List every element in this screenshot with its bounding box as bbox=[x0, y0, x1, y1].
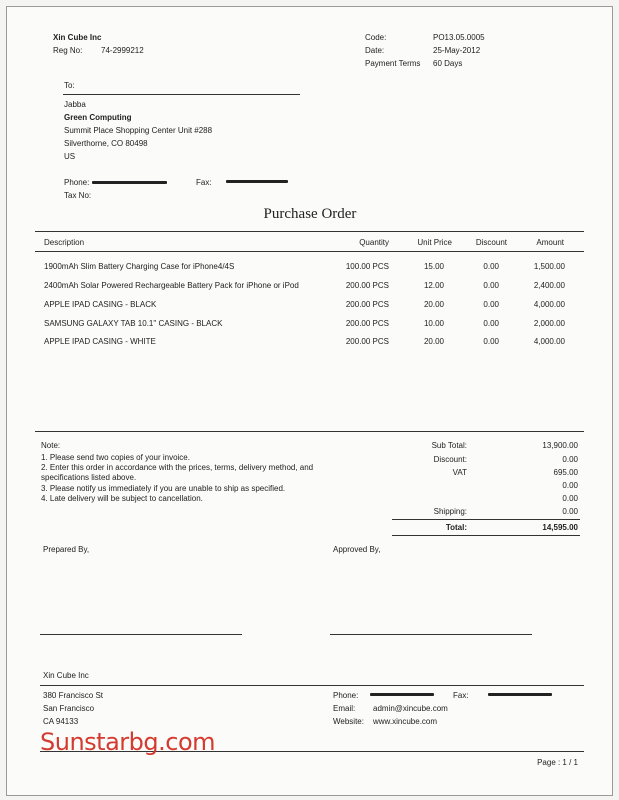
total-rule-bottom bbox=[392, 535, 580, 536]
terms-label: Payment Terms bbox=[365, 59, 421, 68]
subtotal-value: 13,900.00 bbox=[542, 441, 578, 450]
approved-by-label: Approved By, bbox=[333, 545, 381, 554]
discount-label: Discount: bbox=[433, 455, 467, 464]
header-discount: Discount bbox=[475, 238, 507, 247]
row-discount: 0.00 bbox=[483, 300, 499, 309]
note-line: 1. Please send two copies of your invoice. bbox=[41, 453, 190, 462]
table-row bbox=[0, 318, 619, 329]
note-line: specifications listed above. bbox=[41, 473, 137, 482]
header-amount: Amount bbox=[536, 238, 564, 247]
row-unit-price: 15.00 bbox=[423, 262, 444, 271]
table-header-rule bbox=[35, 251, 584, 252]
footer-website-label: Website: bbox=[333, 717, 364, 726]
date-value: 25-May-2012 bbox=[433, 46, 481, 55]
redacted-footer-fax bbox=[488, 693, 552, 696]
row-unit-price: 20.00 bbox=[423, 337, 444, 346]
discount-value: 0.00 bbox=[562, 455, 578, 464]
row-unit-price: 12.00 bbox=[423, 281, 444, 290]
total-rule bbox=[392, 519, 580, 520]
header-description: Description bbox=[44, 238, 85, 247]
row-discount: 0.00 bbox=[483, 337, 499, 346]
note-line: 2. Enter this order in accordance with the prices, terms, delivery method, and bbox=[41, 463, 314, 472]
terms-value: 60 Days bbox=[433, 59, 463, 68]
row-quantity: 200.00 PCS bbox=[345, 281, 389, 290]
to-address-line1: Summit Place Shopping Center Unit #288 bbox=[64, 126, 213, 135]
footer-fax-label: Fax: bbox=[453, 691, 469, 700]
subtotal-label: Sub Total: bbox=[431, 441, 467, 450]
table-header-row bbox=[0, 237, 619, 248]
watermark-text: Sunstarbg.com bbox=[40, 728, 215, 756]
notes-label: Note: bbox=[41, 441, 61, 450]
row-description: APPLE IPAD CASING - WHITE bbox=[44, 337, 156, 346]
shipping-label: Shipping: bbox=[433, 507, 467, 516]
footer-website[interactable]: www.xincube.com bbox=[373, 717, 438, 726]
footer-email[interactable]: admin@xincube.com bbox=[373, 704, 448, 713]
to-company: Green Computing bbox=[64, 113, 132, 122]
document-title: Purchase Order bbox=[263, 206, 357, 222]
row-description: 2400mAh Solar Powered Rechargeable Battery Pack for iPhone or iPod bbox=[44, 281, 299, 290]
row-description: SAMSUNG GALAXY TAB 10.1" CASING - BLACK bbox=[44, 319, 223, 328]
row-description: 1900mAh Slim Battery Charging Case for iPhone4/4S bbox=[44, 262, 235, 271]
row-amount: 2,000.00 bbox=[533, 319, 565, 328]
prepared-signature-line bbox=[40, 634, 242, 635]
approved-signature-line bbox=[330, 634, 532, 635]
extra-charge-value: 0.00 bbox=[562, 494, 578, 503]
footer-address-line1: 380 Francisco St bbox=[43, 691, 104, 700]
fax-label: Fax: bbox=[196, 178, 212, 187]
page-number: Page : 1 / 1 bbox=[537, 758, 578, 767]
code-label: Code: bbox=[365, 33, 387, 42]
footer-phone-label: Phone: bbox=[333, 691, 359, 700]
reg-label: Reg No: bbox=[53, 46, 83, 55]
vat-value: 695.00 bbox=[553, 468, 578, 477]
footer-email-label: Email: bbox=[333, 704, 356, 713]
row-quantity: 200.00 PCS bbox=[345, 337, 389, 346]
note-line: 3. Please notify us immediately if you are unable to ship as specified. bbox=[41, 484, 286, 493]
total-label: Total: bbox=[445, 523, 467, 532]
to-country: US bbox=[64, 152, 76, 161]
shipping-value: 0.00 bbox=[562, 507, 578, 516]
row-amount: 4,000.00 bbox=[533, 337, 565, 346]
row-unit-price: 20.00 bbox=[423, 300, 444, 309]
header-unit-price: Unit Price bbox=[417, 238, 452, 247]
table-row bbox=[0, 280, 619, 291]
notes-top-rule bbox=[35, 431, 584, 432]
note-line: 4. Late delivery will be subject to cancellation. bbox=[41, 494, 203, 503]
to-contact: Jabba bbox=[64, 100, 86, 109]
to-divider bbox=[63, 94, 300, 95]
table-row bbox=[0, 336, 619, 347]
row-amount: 2,400.00 bbox=[533, 281, 565, 290]
footer-address-line3: CA 94133 bbox=[43, 717, 79, 726]
code-value: PO13.05.0005 bbox=[433, 33, 485, 42]
row-discount: 0.00 bbox=[483, 262, 499, 271]
row-description: APPLE IPAD CASING - BLACK bbox=[44, 300, 157, 309]
row-amount: 4,000.00 bbox=[533, 300, 565, 309]
row-quantity: 100.00 PCS bbox=[345, 262, 389, 271]
tax-number-label: Tax No: bbox=[64, 191, 92, 200]
footer-company: Xin Cube Inc bbox=[43, 671, 89, 680]
redacted-footer-phone bbox=[370, 693, 434, 696]
row-quantity: 200.00 PCS bbox=[345, 319, 389, 328]
row-discount: 0.00 bbox=[483, 319, 499, 328]
date-label: Date: bbox=[365, 46, 385, 55]
row-quantity: 200.00 PCS bbox=[345, 300, 389, 309]
total-value: 14,595.00 bbox=[542, 523, 578, 532]
vat-label: VAT bbox=[452, 468, 467, 477]
phone-label: Phone: bbox=[64, 178, 90, 187]
table-top-rule bbox=[35, 231, 584, 232]
table-row bbox=[0, 299, 619, 310]
footer-rule bbox=[40, 685, 584, 686]
row-amount: 1,500.00 bbox=[533, 262, 565, 271]
reg-number: 74-2999212 bbox=[101, 46, 144, 55]
footer-address-line2: San Francisco bbox=[43, 704, 95, 713]
table-row bbox=[0, 261, 619, 272]
to-label: To: bbox=[64, 81, 75, 90]
redacted-fax bbox=[226, 180, 288, 183]
row-discount: 0.00 bbox=[483, 281, 499, 290]
redacted-phone bbox=[92, 181, 167, 184]
to-address-line2: Silverthorne, CO 80498 bbox=[64, 139, 148, 148]
header-quantity: Quantity bbox=[359, 238, 389, 247]
prepared-by-label: Prepared By, bbox=[43, 545, 90, 554]
row-unit-price: 10.00 bbox=[423, 319, 444, 328]
seller-name: Xin Cube Inc bbox=[53, 33, 102, 42]
extra-charge-value: 0.00 bbox=[562, 481, 578, 490]
